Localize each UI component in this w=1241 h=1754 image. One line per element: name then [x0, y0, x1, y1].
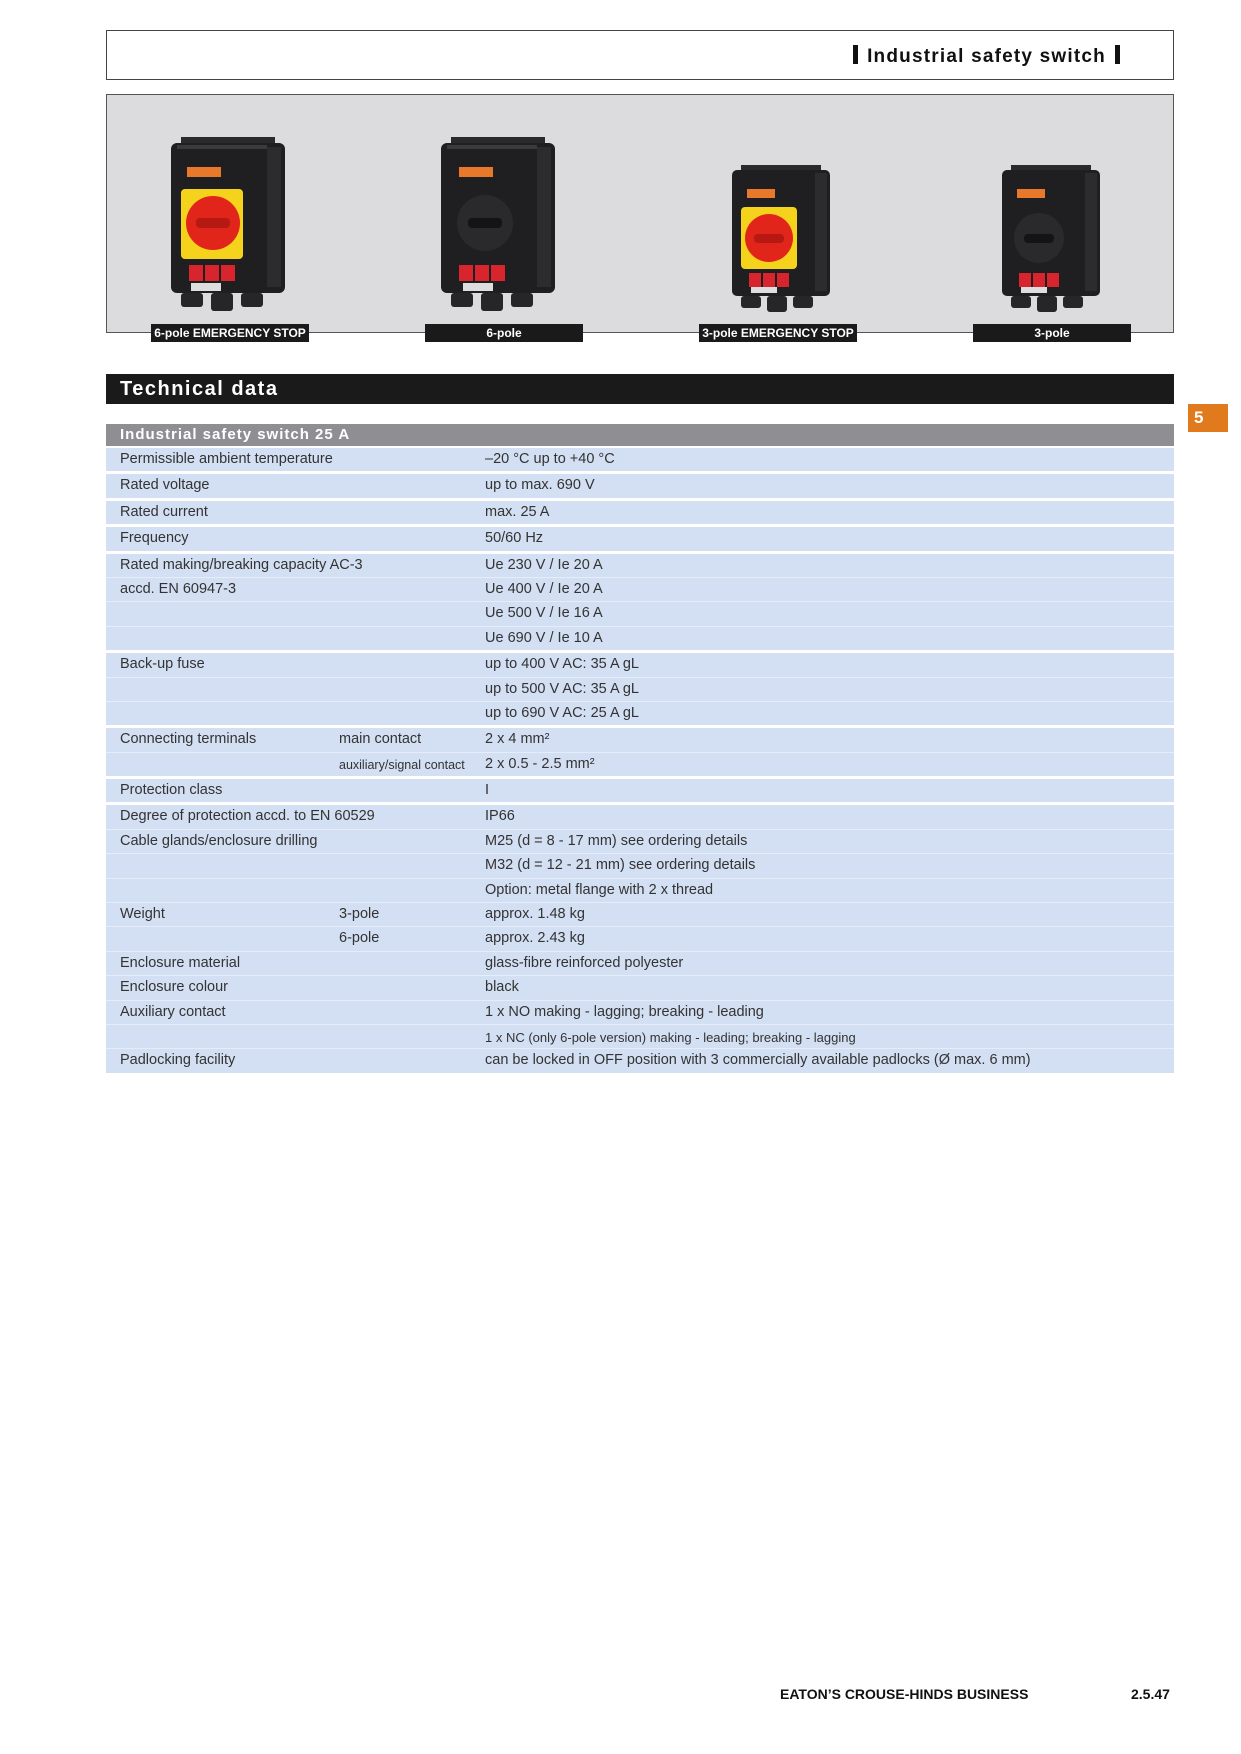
row-value: Option: metal flange with 2 x thread [485, 881, 714, 898]
row-label: Rated making/breaking capacity AC-3 [120, 556, 363, 573]
row-label: Padlocking facility [120, 1052, 236, 1069]
row-value: 2 x 0.5 - 2.5 mm² [485, 755, 595, 772]
row-sublabel: 3-pole [339, 906, 380, 923]
table-title: Industrial safety switch 25 A [106, 424, 1174, 446]
table-row [106, 554, 1174, 654]
table-row [106, 474, 1174, 500]
table-row [106, 728, 1174, 779]
row-label: Auxiliary contact [120, 1003, 226, 1020]
row-value: glass-fibre reinforced polyester [485, 954, 684, 971]
table-row [106, 779, 1174, 805]
row-value: Ue 690 V / Ie 10 A [485, 629, 603, 646]
switch-3pole-image [999, 165, 1105, 315]
row-value: up to 690 V AC: 25 A gL [485, 704, 639, 721]
header-title-text: Industrial safety switch [867, 46, 1106, 67]
page-number: 2.5.47 [1131, 1686, 1170, 1702]
row-label: Degree of protection accd. to EN 60529 [120, 808, 375, 825]
row-value: M25 (d = 8 - 17 mm) see ordering details [485, 832, 748, 849]
caption-3pole-emergency: 3-pole EMERGENCY STOP [699, 324, 857, 342]
row-value: can be locked in OFF position with 3 commercially available padlocks (Ø max. 6 mm) [485, 1052, 1031, 1069]
section-title: Technical data [106, 374, 1174, 404]
row-sublabel: auxiliary/signal contact [339, 757, 465, 772]
caption-6pole: 6-pole [425, 324, 583, 342]
switch-6pole-emergency-image [167, 137, 291, 313]
row-label: Enclosure material [120, 954, 241, 971]
product-gallery [106, 94, 1174, 333]
row-value: black [485, 979, 519, 996]
row-value: Ue 230 V / Ie 20 A [485, 556, 603, 573]
row-sublabel: 6-pole [339, 930, 380, 947]
row-value: approx. 1.48 kg [485, 906, 585, 923]
row-label: Protection class [120, 782, 223, 799]
row-label: Rated voltage [120, 477, 210, 494]
row-value: 50/60 Hz [485, 530, 544, 547]
row-value: 2 x 4 mm² [485, 731, 550, 748]
row-value: max. 25 A [485, 503, 550, 520]
row-value: IP66 [485, 808, 515, 825]
page-header [106, 30, 1174, 80]
row-value: approx. 2.43 kg [485, 930, 585, 947]
table-row [106, 653, 1174, 728]
caption-3pole: 3-pole [973, 324, 1131, 342]
row-label: Cable glands/enclosure drilling [120, 832, 318, 849]
footer-brand: EATON’S CROUSE-HINDS BUSINESS [780, 1686, 1029, 1702]
row-value: Ue 500 V / Ie 16 A [485, 605, 603, 622]
row-label: Connecting terminals [120, 731, 257, 748]
row-label: Enclosure colour [120, 979, 228, 996]
row-value: M32 (d = 12 - 21 mm) see ordering details [485, 857, 756, 874]
row-value: 1 x NO making - lagging; breaking - leading [485, 1003, 764, 1020]
switch-3pole-emergency-image [729, 165, 835, 315]
header-bar-left [853, 45, 858, 64]
row-label-continued: accd. EN 60947-3 [120, 580, 237, 597]
table-row [106, 448, 1174, 474]
row-value: up to 500 V AC: 35 A gL [485, 680, 639, 697]
row-value: –20 °C up to +40 °C [485, 451, 615, 467]
header-title [844, 45, 1129, 68]
row-value: 1 x NC (only 6-pole version) making - leading; breaking - lagging [485, 1029, 856, 1045]
table-row [106, 527, 1174, 553]
row-label: Back-up fuse [120, 656, 205, 673]
row-value: up to max. 690 V [485, 477, 595, 494]
row-label: Rated current [120, 503, 208, 520]
chapter-tab: 5 [1188, 404, 1228, 432]
switch-6pole-image [437, 137, 561, 313]
row-label: Permissible ambient temperature [120, 451, 333, 467]
caption-6pole-emergency: 6-pole EMERGENCY STOP [151, 324, 309, 342]
row-value: Ue 400 V / Ie 20 A [485, 580, 603, 597]
header-bar-right [1115, 45, 1120, 64]
table-row [106, 501, 1174, 527]
row-sublabel: main contact [339, 731, 422, 748]
row-value: I [485, 782, 490, 799]
technical-data-table [106, 424, 1174, 1076]
row-value: up to 400 V AC: 35 A gL [485, 656, 639, 673]
table-row [106, 805, 1174, 1075]
row-label: Weight [120, 906, 165, 923]
row-label: Frequency [120, 530, 189, 547]
